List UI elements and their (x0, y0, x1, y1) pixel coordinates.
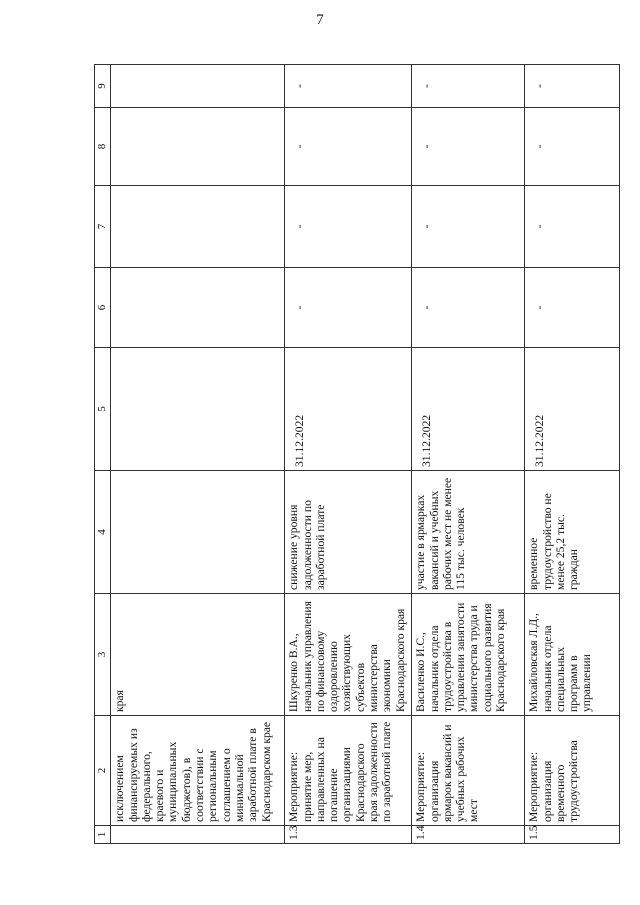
rotated-table-container (94, 65, 619, 844)
date-cell: 31.12.2022 (412, 348, 525, 471)
header-col-1: 1 (95, 826, 111, 844)
table-row (111, 65, 285, 844)
result-cell: снижение уровня задолженности по заработной плате (285, 471, 412, 594)
header-col-6: 6 (95, 268, 111, 348)
table-row (285, 65, 412, 844)
header-row (95, 65, 111, 844)
result-cell (111, 471, 285, 594)
header-col-7: 7 (95, 186, 111, 268)
responsible-cell: края (111, 594, 285, 716)
col6-cell (111, 268, 285, 348)
row-number: 1.5 (525, 826, 620, 844)
header-col-8: 8 (95, 108, 111, 186)
table-row (525, 65, 620, 844)
col8-cell: - (285, 108, 412, 186)
header-col-5: 5 (95, 348, 111, 471)
header-col-2: 2 (95, 716, 111, 826)
measure-cell: Мероприятие: организация ярмарок вакансий и учебных рабочих мест (412, 716, 525, 826)
col9-cell: - (412, 65, 525, 108)
col9-cell: - (285, 65, 412, 108)
header-col-4: 4 (95, 471, 111, 594)
header-col-9: 9 (95, 65, 111, 108)
col8-cell (111, 108, 285, 186)
col8-cell: - (525, 108, 620, 186)
header-col-3: 3 (95, 594, 111, 716)
responsible-cell: Шкуренко В.А., начальник управления по финансовому оздоровлению хозяйствующих субъектов министерства экономики Краснодарского края (285, 594, 412, 716)
col7-cell (111, 186, 285, 268)
table-row (412, 65, 525, 844)
responsible-cell: Михайловская Л.Д., начальник отдела специальных программ в управлении (525, 594, 620, 716)
col6-cell: - (525, 268, 620, 348)
date-cell: 31.12.2022 (525, 348, 620, 471)
measure-cell: Мероприятие: организация временного трудоустройства (525, 716, 620, 826)
col6-cell: - (412, 268, 525, 348)
col9-cell (111, 65, 285, 108)
row-number: 1.3 (285, 826, 412, 844)
page-number: 7 (316, 12, 324, 28)
result-cell: временное трудоустройство не менее 25,2 тыс. граждан (525, 471, 620, 594)
col9-cell: - (525, 65, 620, 108)
col6-cell: - (285, 268, 412, 348)
col7-cell: - (525, 186, 620, 268)
measure-cell: исключением финансируемых из федерального, краевого и муниципальных бюджетов), в соответствии с региональным соглашением о минимальной заработной плате в Краснодарском крае (111, 716, 285, 826)
row-number: 1.4 (412, 826, 525, 844)
plan-table (94, 64, 620, 844)
responsible-cell: Василенко И.С., начальник отдела трудоустройства в управлении занятости министерства труда и социального развития Краснодарского края (412, 594, 525, 716)
col7-cell: - (412, 186, 525, 268)
measure-cell: Мероприятие: принятие мер, направленных на погашение организациями Краснодарского края задолженности по заработной плате (285, 716, 412, 826)
row-number (111, 826, 285, 844)
col8-cell: - (412, 108, 525, 186)
date-cell: 31.12.2022 (285, 348, 412, 471)
result-cell: участие в ярмарках вакансий и учебных рабочих мест не менее 115 тыс. человек (412, 471, 525, 594)
date-cell (111, 348, 285, 471)
col7-cell: - (285, 186, 412, 268)
